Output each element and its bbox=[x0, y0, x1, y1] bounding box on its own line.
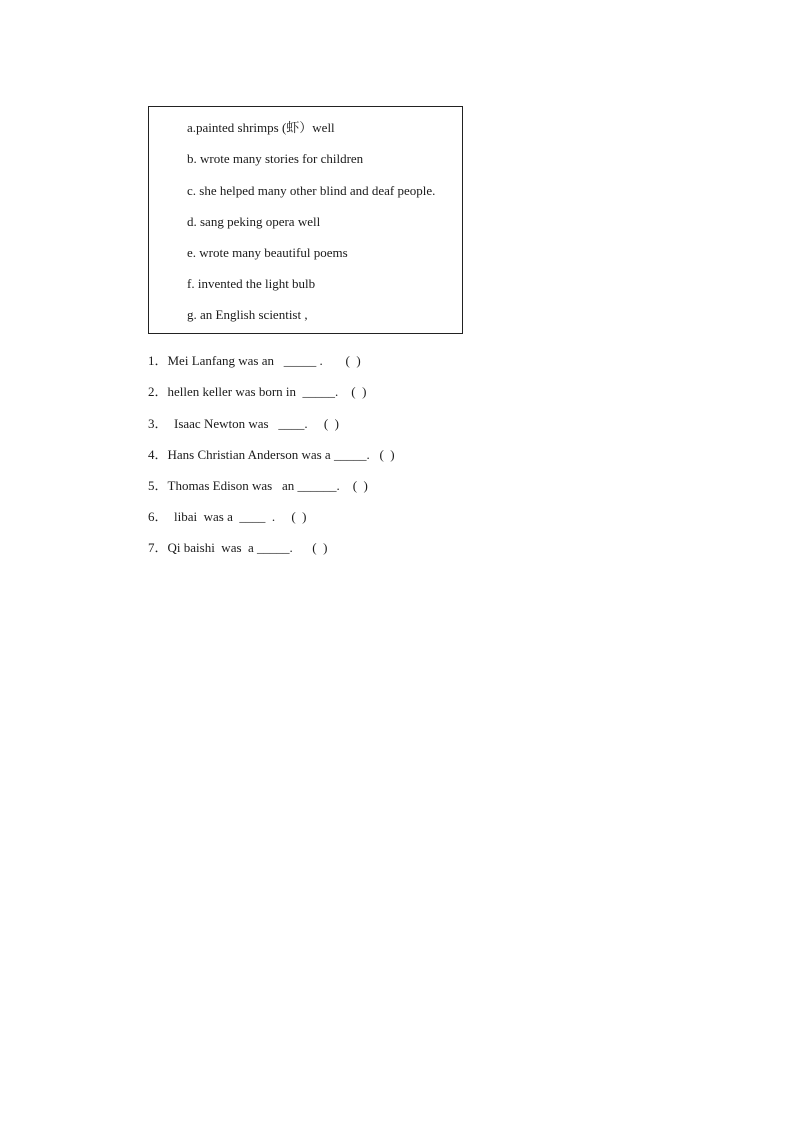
question-3: 3． Isaac Newton was ____. ( ) bbox=[148, 416, 339, 431]
question-5: 5．Thomas Edison was an ______. ( ) bbox=[148, 478, 368, 493]
question-2: 2．hellen keller was born in _____. ( ) bbox=[148, 384, 367, 399]
question-1: 1．Mei Lanfang was an _____ . ( ) bbox=[148, 353, 361, 368]
option-e: e. wrote many beautiful poems bbox=[187, 245, 348, 260]
option-b: b. wrote many stories for children bbox=[187, 151, 364, 166]
options-box bbox=[148, 106, 463, 334]
option-c: c. she helped many other blind and deaf people. bbox=[187, 183, 436, 198]
option-f: f. invented the light bulb bbox=[187, 276, 316, 291]
option-g: g. an English scientist , bbox=[187, 307, 308, 322]
question-4: 4．Hans Christian Anderson was a _____. ( ) bbox=[148, 447, 395, 462]
question-6: 6． libai was a ____ . ( ) bbox=[148, 509, 307, 524]
option-a: a.painted shrimps (虾）well bbox=[187, 120, 335, 135]
question-7: 7．Qi baishi was a _____. ( ) bbox=[148, 540, 328, 555]
option-d: d. sang peking opera well bbox=[187, 214, 321, 229]
